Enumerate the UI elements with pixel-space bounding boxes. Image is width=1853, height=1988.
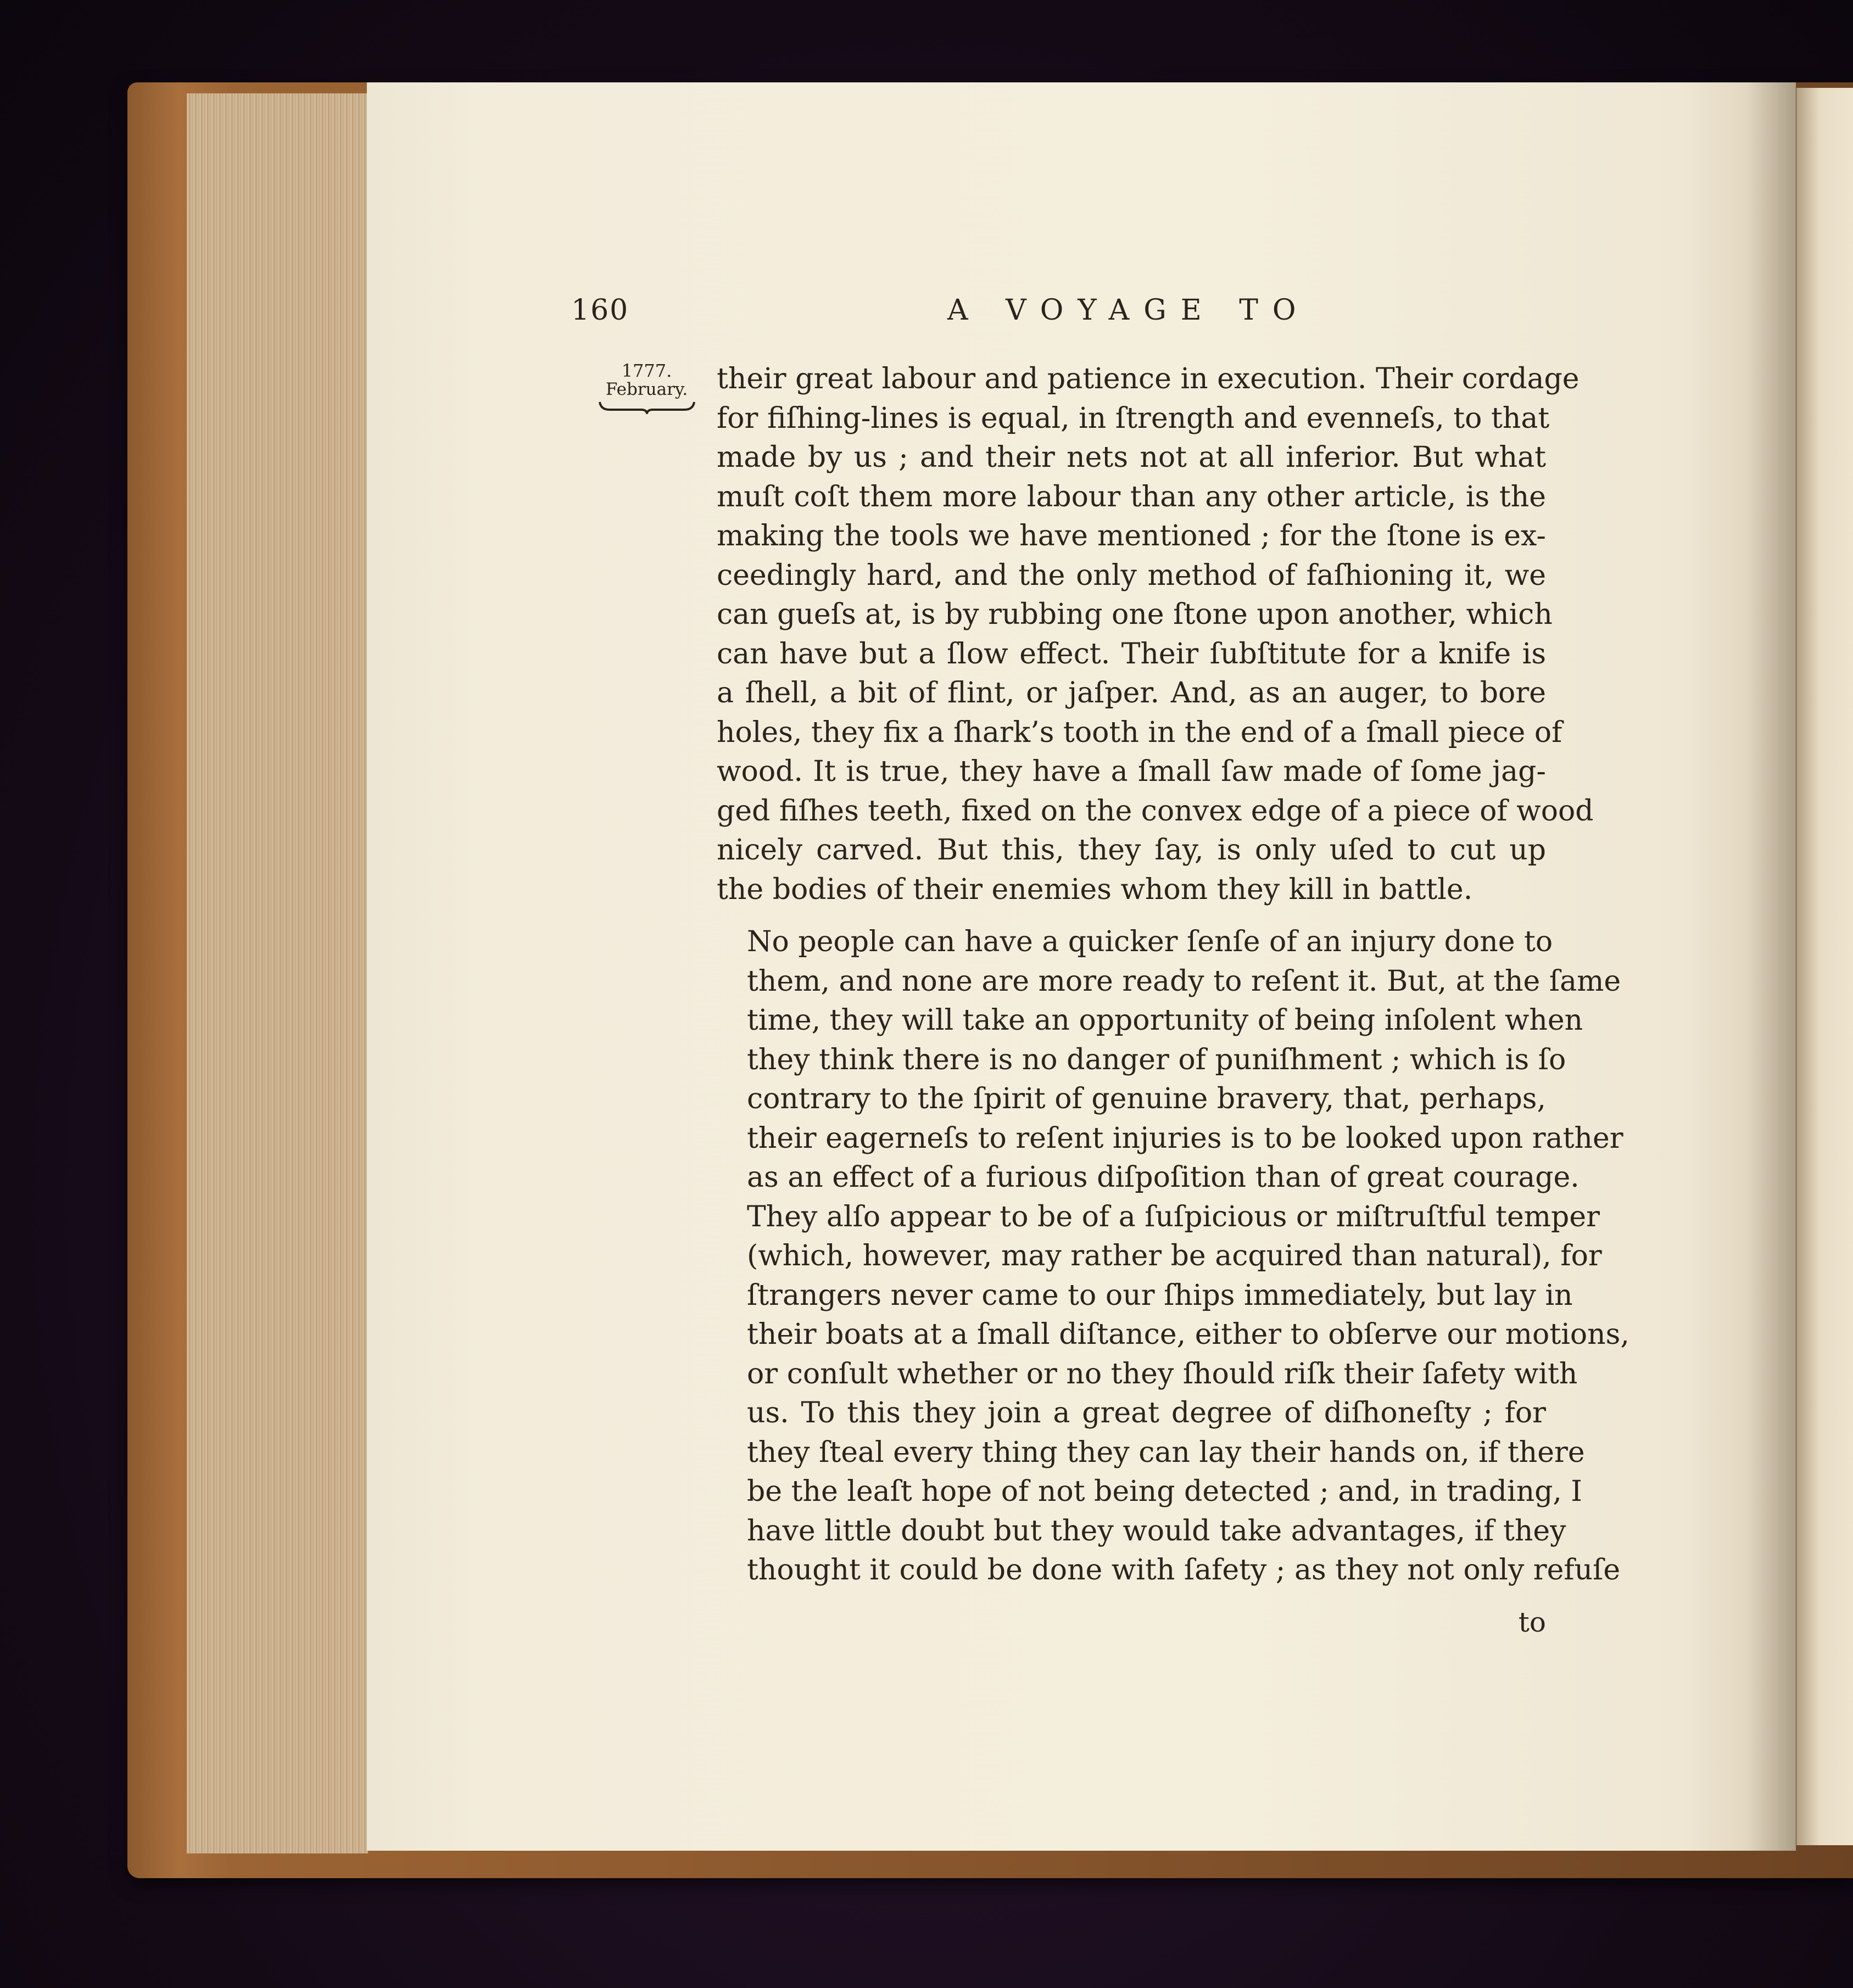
text-line: can gueſs at, is by rubbing one ſtone upon another, which xyxy=(717,598,1553,631)
text-line: have little doubt but they would take advantages, if they xyxy=(747,1514,1566,1548)
text-line: time, they will take an opportunity of being inſolent when xyxy=(747,1004,1583,1037)
page-edges xyxy=(187,93,369,1853)
body-text xyxy=(717,360,1629,1590)
margin-month: February. xyxy=(605,379,688,399)
paragraph xyxy=(717,923,1629,1590)
text-line: a ſhell, a bit of flint, or jaſper. And, as an auger, to bore xyxy=(717,677,1546,710)
text-line: for fiſhing-lines is equal, in ſtrength and evenneſs, to that xyxy=(717,401,1550,435)
running-head xyxy=(571,294,1538,338)
text-line: the bodies of their enemies whom they kill in battle. xyxy=(717,873,1473,906)
text-line: their eagerneſs to reſent injuries is to be looked upon rather xyxy=(747,1121,1623,1155)
text-line: holes, they fix a ſhark’s tooth in the end of a ſmall piece of xyxy=(717,716,1562,749)
text-line: wood. It is true, they have a ſmall ſaw made of ſome jag- xyxy=(717,755,1546,788)
text-line: can have but a ſlow effect. Their ſubſtitute for a knife is xyxy=(717,637,1546,671)
facing-page-edge xyxy=(1795,88,1853,1845)
text-line: muſt coſt them more labour than any other article, is the xyxy=(717,480,1546,513)
text-line: their boats at a ſmall diſtance, either to obſerve our motions, xyxy=(747,1318,1629,1351)
text-line: making the tools we have mentioned ; for the ſtone is ex- xyxy=(717,520,1546,552)
text-line: ſtrangers never came to our ſhips immediately, but lay in xyxy=(747,1278,1573,1312)
text-line: (which, however, may rather be acquired than natural), for xyxy=(747,1239,1602,1272)
text-line: They alſo appear to be of a ſuſpicious or miſtruſtful temper xyxy=(747,1200,1600,1233)
text-line: ged fiſhes teeth, fixed on the convex edge of a piece of wood xyxy=(717,794,1594,828)
text-line: made by us ; and their nets not at all inferior. But what xyxy=(717,441,1546,474)
margin-year: 1777. xyxy=(621,360,672,381)
text-line: nicely carved. But this, they ſay, is only uſed to cut up xyxy=(717,834,1546,867)
text-line: ceedingly hard, and the only method of faſhioning it, we xyxy=(717,559,1546,592)
text-line: them, and none are more ready to reſent it. But, at the ſame xyxy=(747,964,1621,998)
page-number: 160 xyxy=(571,294,629,327)
text-line: they ſteal every thing they can lay their hands on, if there xyxy=(747,1436,1585,1469)
catchword: to xyxy=(1518,1606,1546,1638)
paragraph xyxy=(717,360,1594,909)
text-line: or conſult whether or no they ſhould riſk their ſafety with xyxy=(747,1357,1578,1391)
header-title: A VOYAGE TO xyxy=(947,294,1310,327)
text-line: No people can have a quicker ſenſe of an injury done to xyxy=(747,925,1553,958)
text-line: us. To this they join a great degree of diſhoneſty ; for xyxy=(747,1397,1546,1429)
text-line: be the leaſt hope of not being detected ; and, in trading, I xyxy=(747,1475,1582,1508)
margin-date-note xyxy=(596,361,697,414)
text-line: contrary to the ſpirit of genuine bravery, that, perhaps, xyxy=(747,1082,1546,1115)
text-line: as an effect of a furious diſpoſition than of great courage. xyxy=(747,1161,1579,1194)
text-line: their great labour and patience in execution. Their cordage xyxy=(717,362,1579,395)
brace-ornament-icon xyxy=(598,400,696,414)
text-line: thought it could be done with ſafety ; as they not only refuſe xyxy=(747,1554,1621,1587)
text-line: they think there is no danger of puniſhment ; which is ſo xyxy=(747,1043,1566,1076)
